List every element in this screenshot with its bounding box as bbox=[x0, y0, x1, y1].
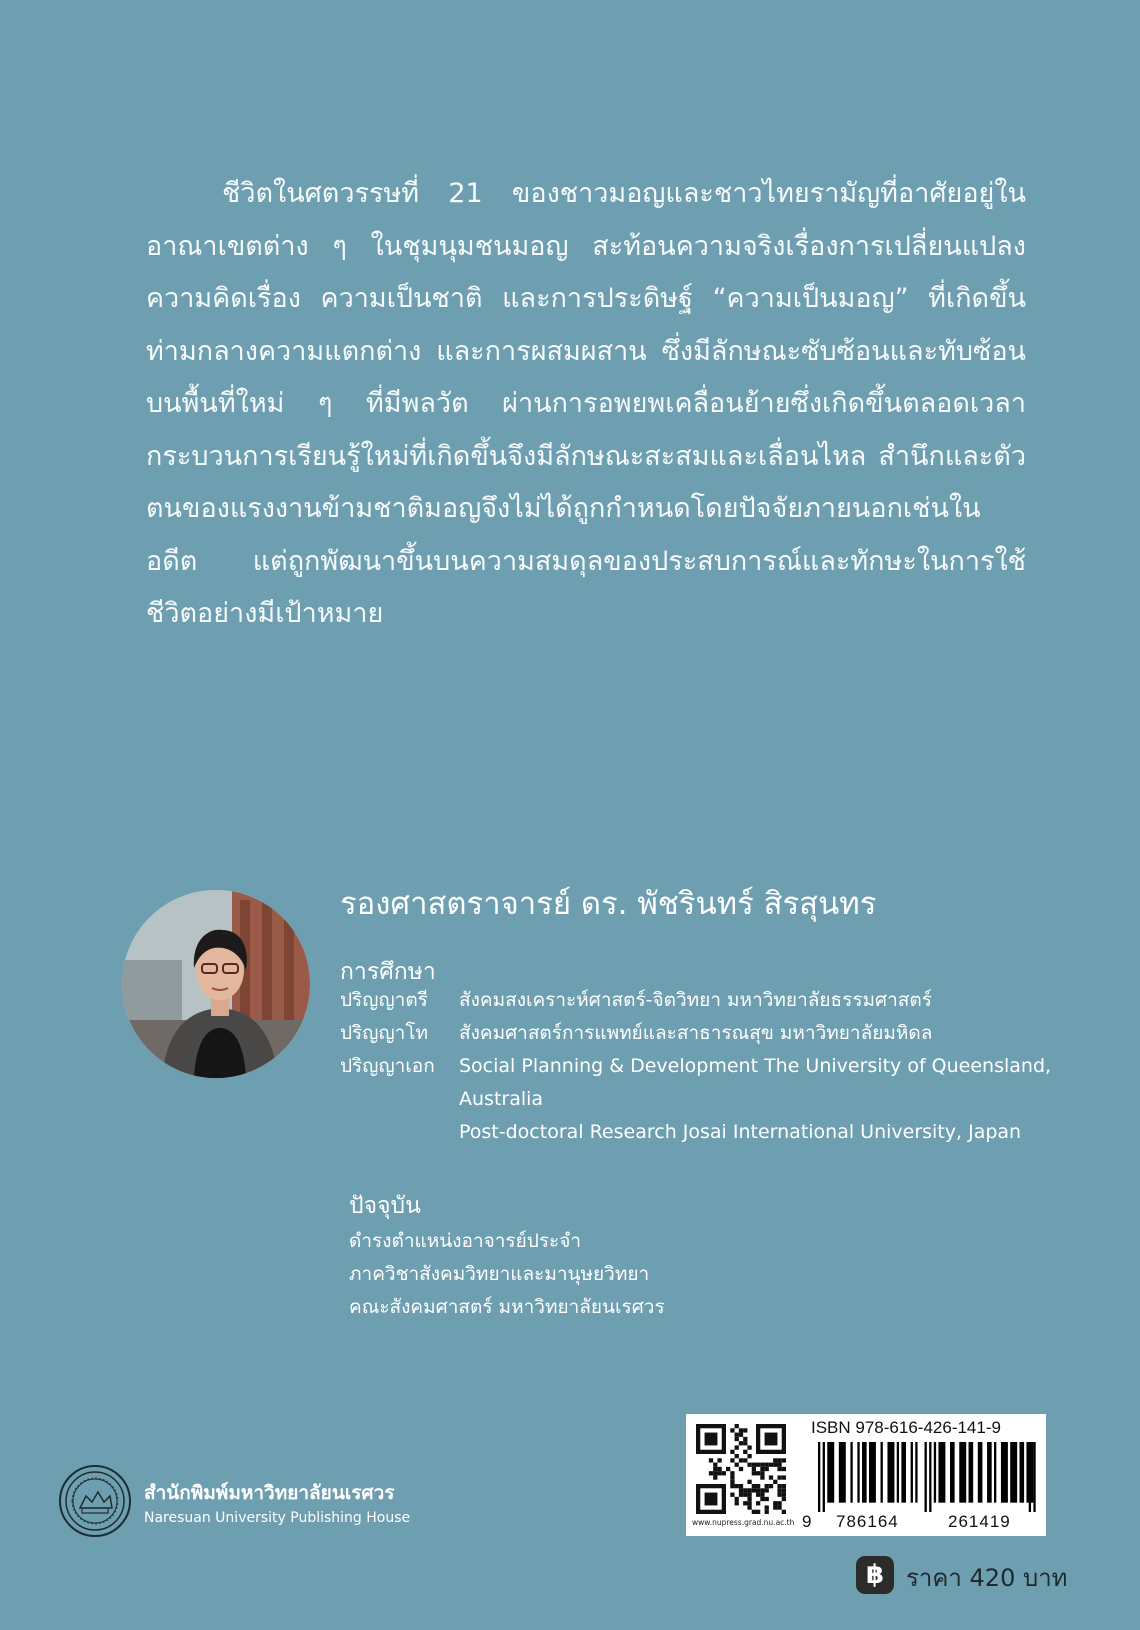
university-seal-icon bbox=[58, 1464, 132, 1538]
barcode-panel bbox=[686, 1414, 1046, 1536]
publisher-logo bbox=[58, 1464, 418, 1540]
ean-digits-right: 261419 bbox=[948, 1512, 1011, 1531]
degree-value: สังคมสงเคราะห์ศาสตร์-จิตวิทยา มหาวิทยาลัยธรรมศาสตร์ bbox=[459, 989, 932, 1011]
publisher-name-thai: สำนักพิมพ์มหาวิทยาลัยนเรศวร bbox=[144, 1482, 395, 1504]
price-text: ราคา 420 บาท bbox=[906, 1564, 1068, 1592]
barcode-icon bbox=[818, 1442, 1038, 1512]
qr-url: www.nupress.grad.nu.ac.th bbox=[692, 1518, 795, 1527]
current-heading: ปัจจุบัน bbox=[349, 1193, 421, 1219]
isbn-label: ISBN 978-616-426-141-9 bbox=[811, 1418, 1001, 1437]
current-position-line: ภาควิชาสังคมวิทยาและมานุษยวิทยา bbox=[349, 1263, 650, 1285]
degree-label: ปริญญาโท bbox=[340, 1022, 429, 1044]
ean-digit-first: 9 bbox=[802, 1512, 812, 1531]
degree-label: ปริญญาตรี bbox=[340, 989, 428, 1011]
baht-icon: ฿ bbox=[856, 1556, 894, 1594]
degree-value: Post-doctoral Research Josai International University, Japan bbox=[459, 1121, 1022, 1143]
blurb-paragraph: ชีวิตในศตวรรษที่ 21 ของชาวมอญและชาวไทยรามัญที่อาศัยอยู่ในอาณาเขตต่าง ๆ ในชุมนุมชนมอญ สะท้อนความจริงเรื่องการเปลี่ยนแปลงความคิดเรื่อง ความเป็นชาติ และการประดิษฐ์ “ความเป็นมอญ” ที่เกิดขึ้นท่ามกลางความแตกต่าง และการผสมผสาน ซึ่งมีลักษณะซับซ้อนและทับซ้อน บนพื้นที่ใหม่ ๆ ที่มีพลวัต ผ่านการอพยพเคลื่อนย้ายซึ่งเกิดขึ้นตลอดเวลา กระบวนการเรียนรู้ใหม่ที่เกิดขึ้นจึงมีลักษณะสะสมและเลื่อนไหล สำนึกและตัวตนของแรงงานข้ามชาติมอญจึงไม่ได้ถูกกำหนดโดยปัจจัยภายนอกเช่นในอดีต แต่ถูกพัฒนาขึ้นบนความสมดุลของประสบการณ์และทักษะในการใช้ชีวิตอย่างมีเป้าหมาย bbox=[146, 178, 1026, 629]
author-name: รองศาสตราจารย์ ดร. พัชรินทร์ สิรสุนทร bbox=[340, 886, 877, 922]
degree-value: Social Planning & Development The University of Queensland, Australia bbox=[459, 1055, 1052, 1110]
publisher-name-english: Naresuan University Publishing House bbox=[144, 1510, 411, 1526]
current-position-line: คณะสังคมศาสตร์ มหาวิทยาลัยนเรศวร bbox=[349, 1296, 665, 1318]
degree-value: สังคมศาสตร์การแพทย์และสาธารณสุข มหาวิทยาลัยมหิดล bbox=[459, 1022, 933, 1044]
author-photo-image bbox=[122, 890, 310, 1078]
qr-code-icon bbox=[696, 1424, 786, 1514]
degree-label: ปริญญาเอก bbox=[340, 1055, 435, 1077]
author-photo bbox=[122, 890, 310, 1078]
education-heading: การศึกษา bbox=[340, 959, 436, 985]
ean-digits-left: 786164 bbox=[836, 1512, 899, 1531]
current-position-line: ดำรงตำแหน่งอาจารย์ประจำ bbox=[349, 1230, 582, 1252]
